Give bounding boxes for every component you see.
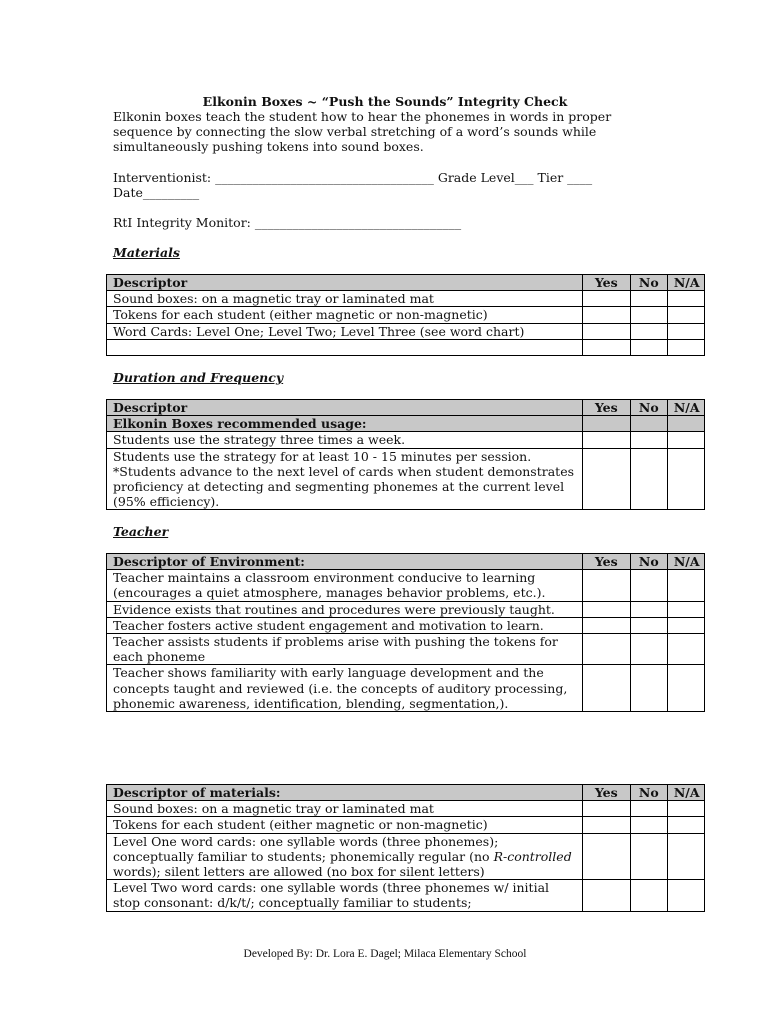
subheader-cell: Elkonin Boxes recommended usage: bbox=[107, 416, 583, 432]
no-checkbox-cell[interactable] bbox=[630, 880, 667, 911]
na-header: N/A bbox=[667, 554, 704, 570]
yes-checkbox-cell[interactable] bbox=[582, 448, 630, 510]
descriptor-header: Descriptor of Environment: bbox=[107, 554, 583, 570]
no-header: No bbox=[630, 785, 667, 801]
no-checkbox-cell[interactable] bbox=[630, 634, 667, 665]
na-checkbox-cell[interactable] bbox=[667, 601, 704, 617]
yes-header: Yes bbox=[582, 785, 630, 801]
duration-table bbox=[106, 399, 705, 510]
na-header: N/A bbox=[667, 785, 704, 801]
table-row bbox=[107, 634, 705, 665]
na-checkbox-cell[interactable] bbox=[667, 570, 704, 601]
na-checkbox-cell[interactable] bbox=[667, 291, 704, 307]
na-checkbox-cell[interactable] bbox=[667, 339, 704, 355]
na-checkbox-cell[interactable] bbox=[667, 448, 704, 510]
level-one-text-a: Level One word cards: one syllable words (three phonemes); conceptually familiar to students; phonemically regular (no bbox=[113, 833, 499, 864]
descriptor-cell: Sound boxes: on a magnetic tray or laminated mat bbox=[107, 291, 583, 307]
materials-table bbox=[106, 274, 705, 356]
table-row bbox=[107, 833, 705, 880]
section-heading-materials: Materials bbox=[113, 245, 180, 260]
no-checkbox-cell[interactable] bbox=[630, 448, 667, 510]
table-row bbox=[107, 432, 705, 448]
no-checkbox-cell[interactable] bbox=[630, 601, 667, 617]
yes-header: Yes bbox=[582, 400, 630, 416]
descriptor-header: Descriptor of materials: bbox=[107, 785, 583, 801]
no-header: No bbox=[630, 400, 667, 416]
page-footer: Developed By: Dr. Lora E. Dagel; Milaca Elementary School bbox=[243, 948, 527, 960]
no-checkbox-cell[interactable] bbox=[630, 817, 667, 833]
descriptor-cell: Teacher shows familiarity with early language development and the concepts taught and reviewed (i.e. the concepts of auditory processing, phonemic awareness, identification, blending, segmentation,). bbox=[107, 665, 583, 712]
no-checkbox-cell[interactable] bbox=[630, 665, 667, 712]
yes-checkbox-cell[interactable] bbox=[582, 601, 630, 617]
yes-checkbox-cell[interactable] bbox=[582, 617, 630, 633]
monitor-line: RtI Integrity Monitor: _________________________________ bbox=[113, 215, 462, 230]
na-checkbox-cell[interactable] bbox=[667, 634, 704, 665]
no-checkbox-cell[interactable] bbox=[630, 801, 667, 817]
descriptor-cell: Evidence exists that routines and procedures were previously taught. bbox=[107, 601, 583, 617]
page-title: Elkonin Boxes ~ “Push the Sounds” Integrity Check bbox=[202, 94, 568, 109]
yes-checkbox-cell[interactable] bbox=[582, 323, 630, 339]
yes-checkbox-cell[interactable] bbox=[582, 665, 630, 712]
interventionist-line: Interventionist: ___________________________________ Grade Level___ Tier ____ bbox=[113, 170, 593, 185]
na-header: N/A bbox=[667, 275, 704, 291]
descriptor-header: Descriptor bbox=[107, 275, 583, 291]
na-checkbox-cell[interactable] bbox=[667, 833, 704, 880]
table-header-row bbox=[107, 785, 705, 801]
table-row bbox=[107, 323, 705, 339]
na-checkbox-cell[interactable] bbox=[667, 617, 704, 633]
level-one-text-italic: R-controlled bbox=[493, 848, 572, 864]
table-row bbox=[107, 617, 705, 633]
descriptor-cell: Students use the strategy three times a week. bbox=[107, 432, 583, 448]
descriptor-cell: Word Cards: Level One; Level Two; Level Three (see word chart) bbox=[107, 323, 583, 339]
intro-paragraph: Elkonin boxes teach the student how to hear the phonemes in words in proper sequence by connecting the slow verbal stretching of a word’s sounds while simultaneously pushing tokens into sound boxes. bbox=[113, 109, 612, 155]
yes-checkbox-cell[interactable] bbox=[582, 817, 630, 833]
table-row bbox=[107, 601, 705, 617]
yes-checkbox-cell[interactable] bbox=[582, 880, 630, 911]
na-header: N/A bbox=[667, 400, 704, 416]
no-header: No bbox=[630, 554, 667, 570]
materials-descriptor-table bbox=[106, 784, 705, 912]
descriptor-cell: Teacher fosters active student engagement and motivation to learn. bbox=[107, 617, 583, 633]
table-header-row bbox=[107, 400, 705, 416]
descriptor-cell: Level Two word cards: one syllable words (three phonemes w/ initial stop consonant: d/k/t/; conceptually familiar to students; bbox=[107, 880, 583, 911]
level-one-text-b: words); silent letters are allowed (no box for silent letters) bbox=[113, 864, 485, 880]
table-row bbox=[107, 339, 705, 355]
section-heading-teacher: Teacher bbox=[113, 524, 169, 539]
yes-header: Yes bbox=[582, 275, 630, 291]
na-checkbox-cell[interactable] bbox=[667, 817, 704, 833]
yes-checkbox-cell[interactable] bbox=[582, 570, 630, 601]
yes-checkbox-cell[interactable] bbox=[582, 801, 630, 817]
table-row bbox=[107, 307, 705, 323]
date-line: Date_________ bbox=[113, 185, 200, 200]
na-checkbox-cell[interactable] bbox=[667, 665, 704, 712]
table-row bbox=[107, 880, 705, 911]
descriptor-cell: Sound boxes: on a magnetic tray or laminated mat bbox=[107, 801, 583, 817]
section-heading-duration: Duration and Frequency bbox=[113, 370, 284, 385]
yes-checkbox-cell[interactable] bbox=[582, 307, 630, 323]
no-checkbox-cell[interactable] bbox=[630, 833, 667, 880]
descriptor-cell: Tokens for each student (either magnetic or non-magnetic) bbox=[107, 307, 583, 323]
no-checkbox-cell[interactable] bbox=[630, 291, 667, 307]
descriptor-cell bbox=[107, 339, 583, 355]
yes-checkbox-cell[interactable] bbox=[582, 339, 630, 355]
na-checkbox-cell[interactable] bbox=[667, 307, 704, 323]
na-checkbox-cell[interactable] bbox=[667, 323, 704, 339]
descriptor-cell: Teacher assists students if problems arise with pushing the tokens for each phoneme bbox=[107, 634, 583, 665]
yes-header: Yes bbox=[582, 554, 630, 570]
yes-checkbox-cell[interactable] bbox=[582, 291, 630, 307]
descriptor-header: Descriptor bbox=[107, 400, 583, 416]
table-row bbox=[107, 817, 705, 833]
table-row bbox=[107, 448, 705, 510]
descriptor-cell: Teacher maintains a classroom environment conducive to learning (encourages a quiet atmosphere, manages behavior problems, etc.). bbox=[107, 570, 583, 601]
no-checkbox-cell[interactable] bbox=[630, 570, 667, 601]
na-checkbox-cell[interactable] bbox=[667, 801, 704, 817]
table-row bbox=[107, 801, 705, 817]
table-row bbox=[107, 665, 705, 712]
table-header-row bbox=[107, 275, 705, 291]
yes-checkbox-cell[interactable] bbox=[582, 432, 630, 448]
no-checkbox-cell[interactable] bbox=[630, 432, 667, 448]
na-checkbox-cell[interactable] bbox=[667, 432, 704, 448]
descriptor-cell: Tokens for each student (either magnetic or non-magnetic) bbox=[107, 817, 583, 833]
descriptor-cell bbox=[107, 833, 583, 880]
yes-checkbox-cell[interactable] bbox=[582, 833, 630, 880]
teacher-table bbox=[106, 553, 705, 712]
yes-checkbox-cell[interactable] bbox=[582, 634, 630, 665]
table-row bbox=[107, 570, 705, 601]
no-checkbox-cell[interactable] bbox=[630, 617, 667, 633]
table-subheader-row bbox=[107, 416, 705, 432]
na-checkbox-cell[interactable] bbox=[667, 880, 704, 911]
no-checkbox-cell[interactable] bbox=[630, 323, 667, 339]
no-checkbox-cell[interactable] bbox=[630, 339, 667, 355]
table-row bbox=[107, 291, 705, 307]
no-checkbox-cell[interactable] bbox=[630, 307, 667, 323]
no-header: No bbox=[630, 275, 667, 291]
descriptor-cell: Students use the strategy for at least 10 - 15 minutes per session. *Students advance to the next level of cards when student demonstrates proficiency at detecting and segmenting phonemes at the current level (95% efficiency). bbox=[107, 448, 583, 510]
table-header-row bbox=[107, 554, 705, 570]
